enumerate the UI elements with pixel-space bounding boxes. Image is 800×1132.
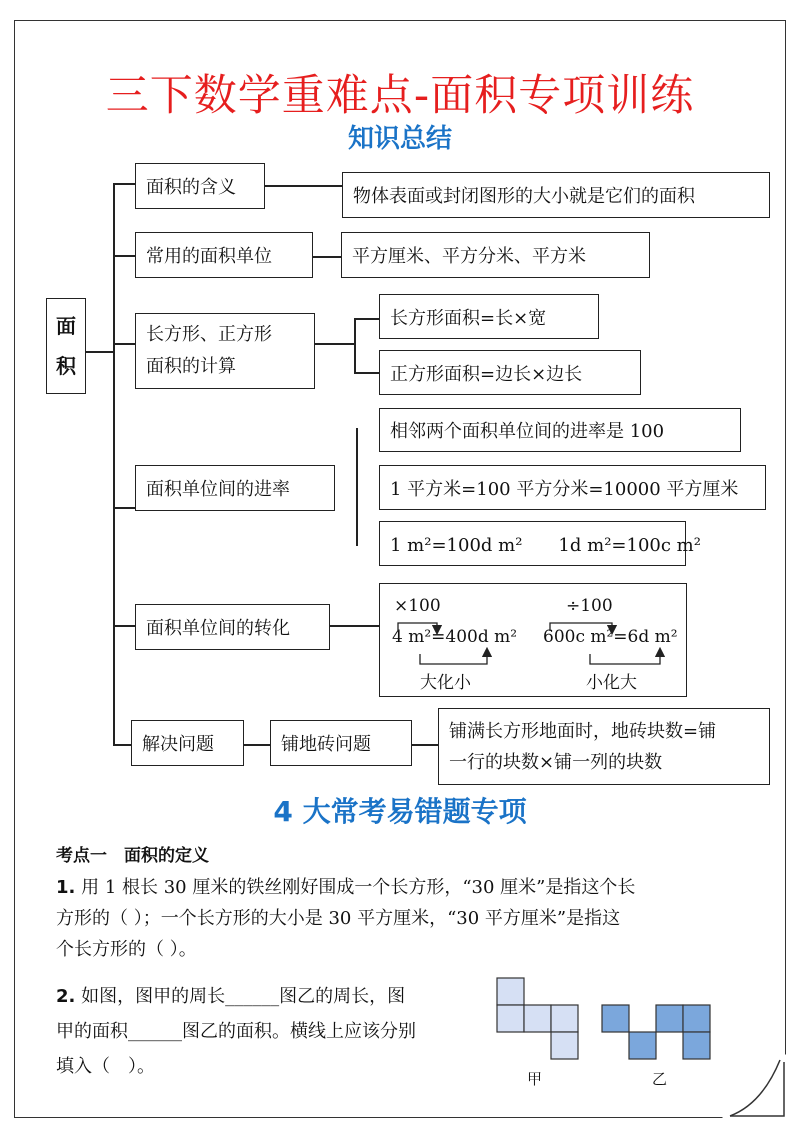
connector (354, 318, 356, 373)
question-1-line2: 方形的（ ）；一个长方形的大小是 30 平方厘米，“30 平方厘米”是指这 (56, 908, 621, 929)
trunk-line (113, 183, 115, 745)
root-char-1: 面 (56, 314, 76, 338)
root-char-2: 积 (56, 354, 76, 378)
connector (113, 744, 131, 746)
connector (113, 183, 135, 185)
question-2 (56, 979, 486, 1084)
connector (113, 343, 135, 345)
figure-b (602, 1005, 710, 1059)
connector (354, 318, 379, 320)
convert-arrows (380, 584, 686, 696)
question-2-line1: 如图，图甲的周长______图乙的周长，图 (75, 986, 406, 1007)
connector (265, 185, 342, 187)
convert-left-expr: 4 m²=400d m² (392, 627, 518, 647)
node-rate-1: 相邻两个面积单位间的进率是 100 (379, 408, 741, 452)
tile-line2: 一行的块数×铺一列的块数 (449, 751, 663, 773)
question-2-number: 2. (56, 986, 76, 1007)
node-rate: 面积单位间的进率 (135, 465, 335, 511)
figure-b-label: 乙 (652, 1070, 668, 1088)
connector (313, 256, 341, 258)
figure-b-cell (683, 1005, 710, 1032)
section-heading-errors: 4 大常考易错题专项 (273, 795, 527, 828)
figure-a-cell (497, 1005, 524, 1032)
question-1-line1: 用 1 根长 30 厘米的铁丝刚好围成一个长方形，“30 厘米”是指这个长 (75, 877, 636, 898)
connector (330, 625, 380, 627)
figure-a-cell (551, 1032, 578, 1059)
node-tile: 铺地砖问题 (270, 720, 412, 766)
question-1-number: 1. (56, 877, 76, 898)
node-rate-3: 1 m²=100d m² 1d m²=100c m² (379, 521, 686, 566)
question-2-line2: 甲的面积______图乙的面积。横线上应该分别 (56, 1021, 416, 1042)
convert-left-label: 大化小 (420, 673, 471, 693)
connector (86, 351, 114, 353)
connector (412, 744, 438, 746)
root-node (46, 298, 86, 394)
connector (113, 255, 135, 257)
node-meaning: 面积的含义 (135, 163, 265, 209)
connector (354, 372, 379, 374)
key-point-1: 考点一 面积的定义 (56, 846, 209, 866)
node-calc-line1: 长方形、正方形 (146, 324, 272, 345)
question-1-line3: 个长方形的（ ）。 (56, 939, 197, 960)
figure-b-cell (656, 1005, 683, 1032)
convert-multiply: ×100 (394, 596, 441, 616)
section-heading-summary: 知识总结 (347, 124, 452, 154)
figure-shapes (495, 976, 715, 1066)
connector (113, 625, 135, 627)
node-rate-2: 1 平方米=100 平方分米=10000 平方厘米 (379, 465, 766, 510)
convert-right-label: 小化大 (586, 673, 637, 693)
tile-line1: 铺满长方形地面时，地砖块数=铺 (449, 720, 717, 742)
node-rect-formula: 长方形面积=长×宽 (379, 294, 599, 339)
connector (356, 428, 358, 546)
node-units: 常用的面积单位 (135, 232, 313, 278)
node-units-list: 平方厘米、平方分米、平方米 (341, 232, 650, 278)
figure-a-cell (524, 1005, 551, 1032)
question-1 (56, 872, 776, 965)
figure-a (497, 978, 578, 1059)
node-square-formula: 正方形面积=边长×边长 (379, 350, 641, 395)
connector (244, 744, 270, 746)
figure-b-cell (602, 1005, 629, 1032)
node-tile-detail (438, 708, 770, 785)
page-title: 三下数学重难点-面积专项训练 (105, 71, 695, 121)
figure-a-label: 甲 (527, 1070, 543, 1088)
convert-divide: ÷100 (566, 596, 613, 616)
node-calc-line2: 面积的计算 (146, 356, 236, 377)
node-calc (135, 313, 315, 389)
connector (315, 343, 355, 345)
connector (113, 507, 135, 509)
node-convert-detail (379, 583, 687, 697)
figure-a-cell (551, 1005, 578, 1032)
page-curl (722, 1054, 786, 1118)
node-meaning-def: 物体表面或封闭图形的大小就是它们的面积 (342, 172, 770, 218)
node-solve: 解决问题 (131, 720, 244, 766)
figure-b-cell (683, 1032, 710, 1059)
question-2-line3: 填入（ ）。 (56, 1056, 155, 1077)
figure-a-cell (497, 978, 524, 1005)
node-convert: 面积单位间的转化 (135, 604, 330, 650)
convert-right-expr: 600c m²=6d m² (543, 627, 678, 647)
figure-b-cell (629, 1032, 656, 1059)
